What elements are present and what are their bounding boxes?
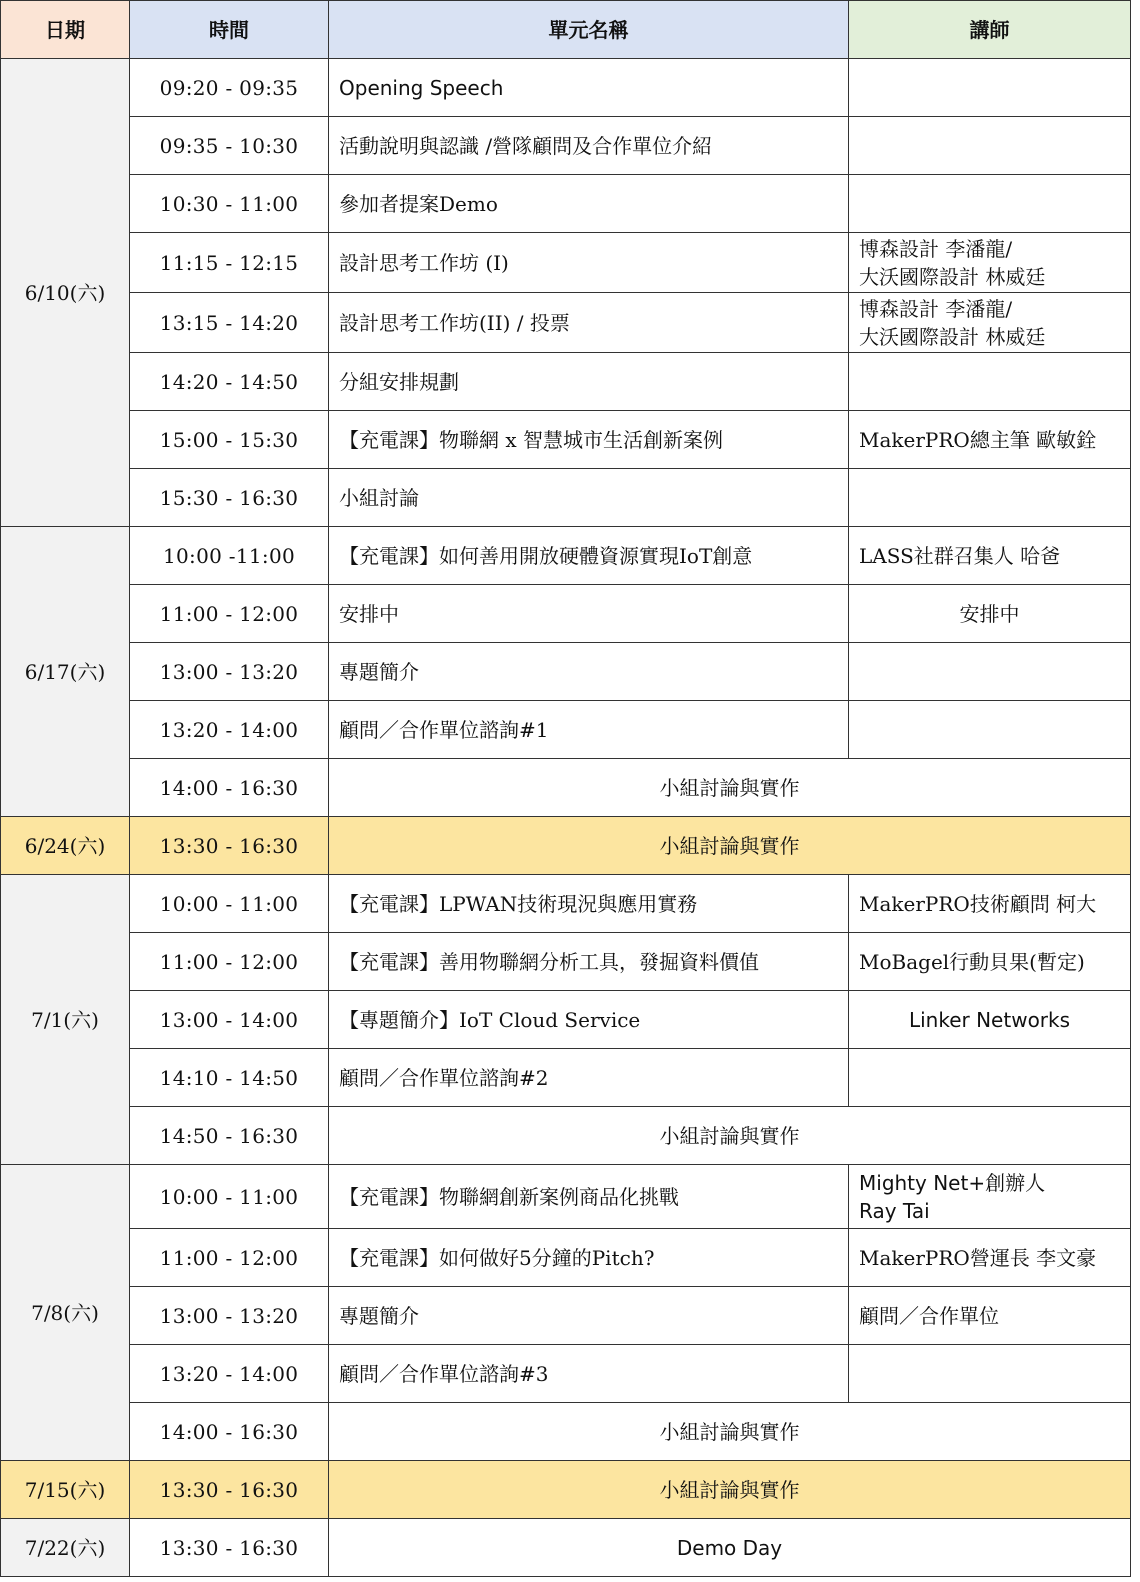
lecturer-line: 博森設計 李潘龍/ (859, 236, 1013, 261)
time-cell: 13:20 - 14:00 (130, 1345, 329, 1403)
time-cell: 11:15 - 12:15 (130, 233, 329, 293)
time-cell: 14:20 - 14:50 (130, 353, 329, 411)
time-cell: 11:00 - 12:00 (130, 1229, 329, 1287)
table-row (1, 1107, 1131, 1165)
unit-cell-merged: 小組討論與實作 (329, 817, 1131, 875)
unit-cell: 專題簡介 (329, 1287, 849, 1345)
time-cell: 14:00 - 16:30 (130, 1403, 329, 1461)
header-time: 時間 (130, 1, 329, 59)
time-cell: 10:00 - 11:00 (130, 875, 329, 933)
time-cell: 10:30 - 11:00 (130, 175, 329, 233)
unit-cell: 小組討論 (329, 469, 849, 527)
unit-cell: 顧問／合作單位諮詢#2 (329, 1049, 849, 1107)
unit-cell: 分組安排規劃 (329, 353, 849, 411)
lecturer-line: Mighty Net+創辦人 (859, 1170, 1046, 1195)
lecturer-cell (849, 643, 1131, 701)
table-row (1, 1165, 1131, 1229)
table-row (1, 469, 1131, 527)
unit-cell: Opening Speech (329, 59, 849, 117)
time-cell: 11:00 - 12:00 (130, 585, 329, 643)
date-cell: 6/24(六) (1, 817, 130, 875)
lecturer-cell (849, 59, 1131, 117)
table-row (1, 1403, 1131, 1461)
lecturer-cell: 顧問／合作單位 (849, 1287, 1131, 1345)
table-row (1, 293, 1131, 353)
lecturer-cell: MakerPRO營運長 李文豪 (849, 1229, 1131, 1287)
lecturer-cell (849, 233, 1131, 293)
table-row (1, 643, 1131, 701)
date-cell: 7/8(六) (1, 1165, 130, 1461)
lecturer-line: 大沃國際設計 林威廷 (859, 264, 1046, 289)
table-row (1, 933, 1131, 991)
table-row-highlight (1, 817, 1131, 875)
lecturer-cell: Linker Networks (849, 991, 1131, 1049)
header-date: 日期 (1, 1, 130, 59)
unit-cell-merged: 小組討論與實作 (329, 1107, 1131, 1165)
lecturer-cell: LASS社群召集人 哈爸 (849, 527, 1131, 585)
lecturer-cell (849, 1165, 1131, 1229)
time-cell: 14:50 - 16:30 (130, 1107, 329, 1165)
table-row (1, 759, 1131, 817)
unit-cell: 安排中 (329, 585, 849, 643)
table-row (1, 1345, 1131, 1403)
unit-cell-merged: 小組討論與實作 (329, 1461, 1131, 1519)
table-row (1, 1229, 1131, 1287)
date-cell: 7/1(六) (1, 875, 130, 1165)
lecturer-cell: MakerPRO總主筆 歐敏銓 (849, 411, 1131, 469)
unit-cell: 【專題簡介】IoT Cloud Service (329, 991, 849, 1049)
table-row (1, 701, 1131, 759)
unit-cell: 顧問／合作單位諮詢#1 (329, 701, 849, 759)
unit-cell-merged: 小組討論與實作 (329, 1403, 1131, 1461)
time-cell: 09:35 - 10:30 (130, 117, 329, 175)
time-cell: 15:30 - 16:30 (130, 469, 329, 527)
time-cell: 13:15 - 14:20 (130, 293, 329, 353)
date-cell: 7/22(六) (1, 1519, 130, 1577)
date-cell: 6/10(六) (1, 59, 130, 527)
time-cell: 14:00 - 16:30 (130, 759, 329, 817)
lecturer-cell (849, 469, 1131, 527)
lecturer-cell (849, 353, 1131, 411)
lecturer-cell (849, 701, 1131, 759)
time-cell: 13:00 - 14:00 (130, 991, 329, 1049)
lecturer-cell (849, 1345, 1131, 1403)
header-row (1, 1, 1131, 59)
table-row (1, 1287, 1131, 1345)
time-cell: 13:00 - 13:20 (130, 1287, 329, 1345)
table-row (1, 991, 1131, 1049)
table-row (1, 1519, 1131, 1577)
lecturer-cell (849, 293, 1131, 353)
unit-cell: 【充電課】如何做好5分鐘的Pitch? (329, 1229, 849, 1287)
table-row (1, 117, 1131, 175)
table-row (1, 1049, 1131, 1107)
unit-cell: 【充電課】物聯網創新案例商品化挑戰 (329, 1165, 849, 1229)
date-cell: 7/15(六) (1, 1461, 130, 1519)
table-row (1, 59, 1131, 117)
time-cell: 11:00 - 12:00 (130, 933, 329, 991)
time-cell: 10:00 -11:00 (130, 527, 329, 585)
unit-cell: 設計思考工作坊(II) / 投票 (329, 293, 849, 353)
table-row (1, 411, 1131, 469)
unit-cell: 【充電課】善用物聯網分析工具，發掘資料價值 (329, 933, 849, 991)
unit-cell: 【充電課】如何善用開放硬體資源實現IoT創意 (329, 527, 849, 585)
lecturer-line: 大沃國際設計 林威廷 (859, 324, 1046, 349)
time-cell: 13:30 - 16:30 (130, 1461, 329, 1519)
header-unit: 單元名稱 (329, 1, 849, 59)
header-lecturer: 講師 (849, 1, 1131, 59)
unit-cell: 【充電課】LPWAN技術現況與應用實務 (329, 875, 849, 933)
lecturer-cell (849, 175, 1131, 233)
unit-cell: 顧問／合作單位諮詢#3 (329, 1345, 849, 1403)
table-row (1, 175, 1131, 233)
lecturer-cell: MakerPRO技術顧問 柯大 (849, 875, 1131, 933)
lecturer-line: 博森設計 李潘龍/ (859, 296, 1013, 321)
unit-cell: 參加者提案Demo (329, 175, 849, 233)
time-cell: 14:10 - 14:50 (130, 1049, 329, 1107)
table-row (1, 585, 1131, 643)
lecturer-line: Ray Tai (859, 1198, 930, 1223)
time-cell: 13:00 - 13:20 (130, 643, 329, 701)
unit-cell-merged: 小組討論與實作 (329, 759, 1131, 817)
time-cell: 13:30 - 16:30 (130, 1519, 329, 1577)
unit-cell: 活動說明與認識 /營隊顧問及合作單位介紹 (329, 117, 849, 175)
lecturer-cell (849, 117, 1131, 175)
table-row (1, 527, 1131, 585)
table-row (1, 353, 1131, 411)
unit-cell: 設計思考工作坊 (I) (329, 233, 849, 293)
unit-cell: 專題簡介 (329, 643, 849, 701)
lecturer-cell: 安排中 (849, 585, 1131, 643)
lecturer-cell (849, 1049, 1131, 1107)
lecturer-cell: MoBagel行動貝果(暫定) (849, 933, 1131, 991)
time-cell: 13:20 - 14:00 (130, 701, 329, 759)
table-row (1, 233, 1131, 293)
table-row-highlight (1, 1461, 1131, 1519)
date-cell: 6/17(六) (1, 527, 130, 817)
time-cell: 10:00 - 11:00 (130, 1165, 329, 1229)
unit-cell: 【充電課】物聯網 x 智慧城市生活創新案例 (329, 411, 849, 469)
table-row (1, 875, 1131, 933)
time-cell: 09:20 - 09:35 (130, 59, 329, 117)
time-cell: 15:00 - 15:30 (130, 411, 329, 469)
unit-cell-merged: Demo Day (329, 1519, 1131, 1577)
time-cell: 13:30 - 16:30 (130, 817, 329, 875)
